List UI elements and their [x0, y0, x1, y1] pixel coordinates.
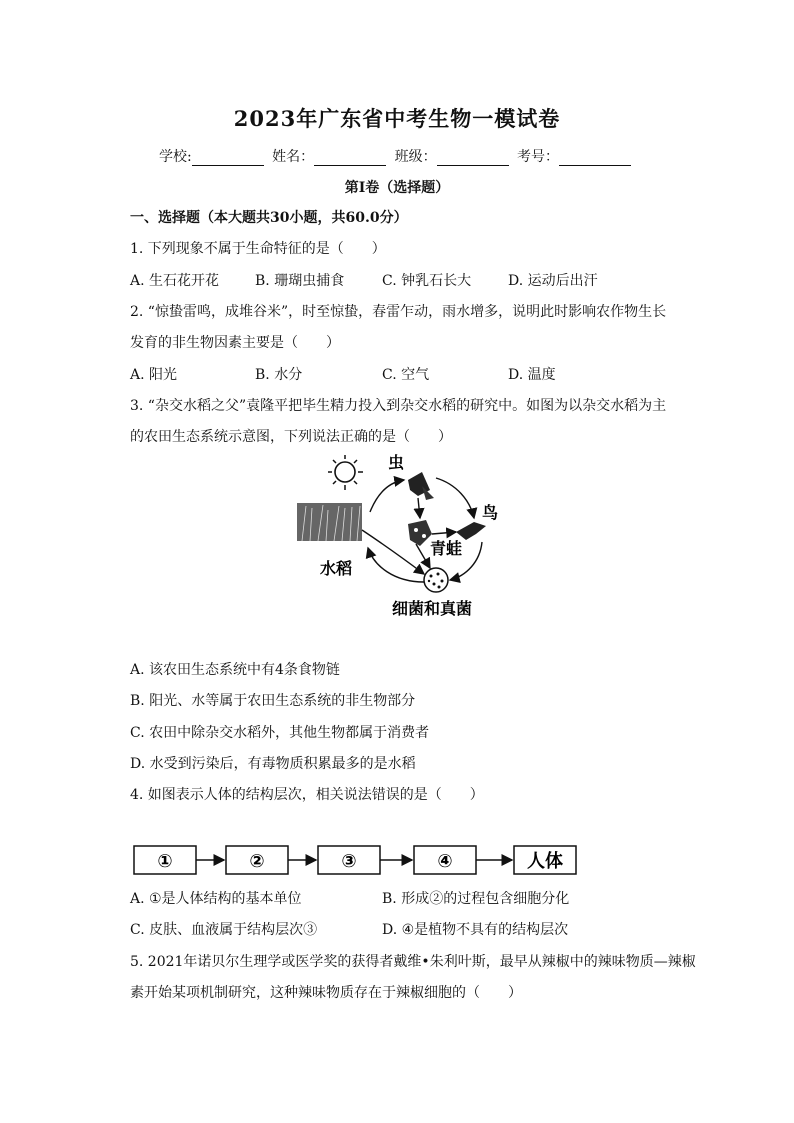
- rice-plant-icon: [297, 503, 362, 541]
- q2-option-d[interactable]: D. 温度: [508, 367, 556, 383]
- question-2-stem-line-2: 发育的非生物因素主要是（ ）: [130, 335, 340, 351]
- q1-option-d[interactable]: D. 运动后出汗: [508, 273, 598, 289]
- bird-icon: [456, 522, 486, 540]
- school-blank[interactable]: [192, 151, 264, 166]
- section-title: 第I卷（选择题）: [344, 180, 450, 196]
- frog-icon: [408, 520, 432, 546]
- question-3-stem-line-2: 的农田生态系统示意图，下列说法正确的是（ ）: [130, 429, 452, 445]
- q4-option-a[interactable]: A. ①是人体结构的基本单位: [130, 891, 302, 907]
- question-3-stem-line-1: 3. “杂交水稻之父”袁隆平把毕生精力投入到杂交水稻的研究中。如图为以杂交水稻为主: [130, 398, 667, 414]
- name-blank[interactable]: [314, 151, 386, 166]
- question-1-stem: 1. 下列现象不属于生命特征的是（ ）: [130, 241, 386, 257]
- q2-option-b[interactable]: B. 水分: [255, 367, 303, 383]
- hierarchy-label-3: ③: [341, 851, 357, 872]
- hierarchy-diagram: [130, 840, 590, 882]
- q3-option-c[interactable]: C. 农田中除杂交水稻外，其他生物都属于消费者: [130, 725, 430, 741]
- q4-option-d[interactable]: D. ④是植物不具有的结构层次: [382, 922, 569, 938]
- q3-option-a[interactable]: A. 该农田生态系统中有4条食物链: [130, 662, 340, 678]
- q4-option-b[interactable]: B. 形成②的过程包含细胞分化: [382, 891, 570, 907]
- hierarchy-label-1: ①: [157, 851, 173, 872]
- school-label: 学校:: [158, 149, 192, 165]
- q1-option-c[interactable]: C. 钟乳石长大: [382, 273, 472, 289]
- question-5-stem-line-1: 5. 2021年诺贝尔生理学或医学奖的获得者戴维•朱利叶斯，最早从辣椒中的辣味物质—辣椒: [130, 954, 696, 970]
- decomposer-icon: [424, 568, 448, 592]
- q3-option-d[interactable]: D. 水受到污染后，有毒物质积累最多的是水稻: [130, 756, 416, 772]
- name-label: 姓名：: [272, 149, 315, 165]
- bird-label: 鸟: [482, 503, 499, 522]
- ecosystem-diagram: [290, 450, 510, 625]
- page-title: 2023年广东省中考生物一模试卷: [233, 106, 561, 131]
- q2-option-c[interactable]: C. 空气: [382, 367, 430, 383]
- q4-option-c[interactable]: C. 皮肤、血液属于结构层次③: [130, 922, 318, 938]
- q1-option-a[interactable]: A. 生石花开花: [130, 273, 220, 289]
- exam-no-label: 考号：: [517, 149, 560, 165]
- question-4-stem: 4. 如图表示人体的结构层次，相关说法错误的是（ ）: [130, 787, 484, 803]
- class-label: 班级：: [394, 149, 437, 165]
- class-blank[interactable]: [437, 151, 509, 166]
- q1-option-b[interactable]: B. 珊瑚虫捕食: [255, 273, 345, 289]
- decomposer-label: 细菌和真菌: [392, 599, 473, 618]
- hierarchy-label-5: 人体: [527, 851, 563, 872]
- q3-option-b[interactable]: B. 阳光、水等属于农田生态系统的非生物部分: [130, 693, 416, 709]
- sun-icon: [328, 455, 363, 490]
- rice-label: 水稻: [320, 559, 353, 578]
- question-5-stem-line-2: 素开始某项机制研究，这种辣味物质存在于辣椒细胞的（ ）: [130, 985, 522, 1001]
- frog-label: 青蛙: [430, 539, 463, 558]
- exam-no-blank[interactable]: [559, 151, 631, 166]
- part-heading: 一、选择题（本大题共30小题，共60.0分）: [130, 210, 408, 226]
- insect-label: 虫: [388, 453, 405, 472]
- hierarchy-label-4: ④: [437, 851, 453, 872]
- question-2-stem-line-1: 2. “惊蛰雷鸣，成堆谷米”，时至惊蛰，春雷乍动，雨水增多，说明此时影响农作物生长: [130, 304, 667, 320]
- insect-icon: [408, 472, 434, 500]
- q2-option-a[interactable]: A. 阳光: [130, 367, 178, 383]
- hierarchy-label-2: ②: [249, 851, 265, 872]
- student-info-line: [0, 146, 794, 166]
